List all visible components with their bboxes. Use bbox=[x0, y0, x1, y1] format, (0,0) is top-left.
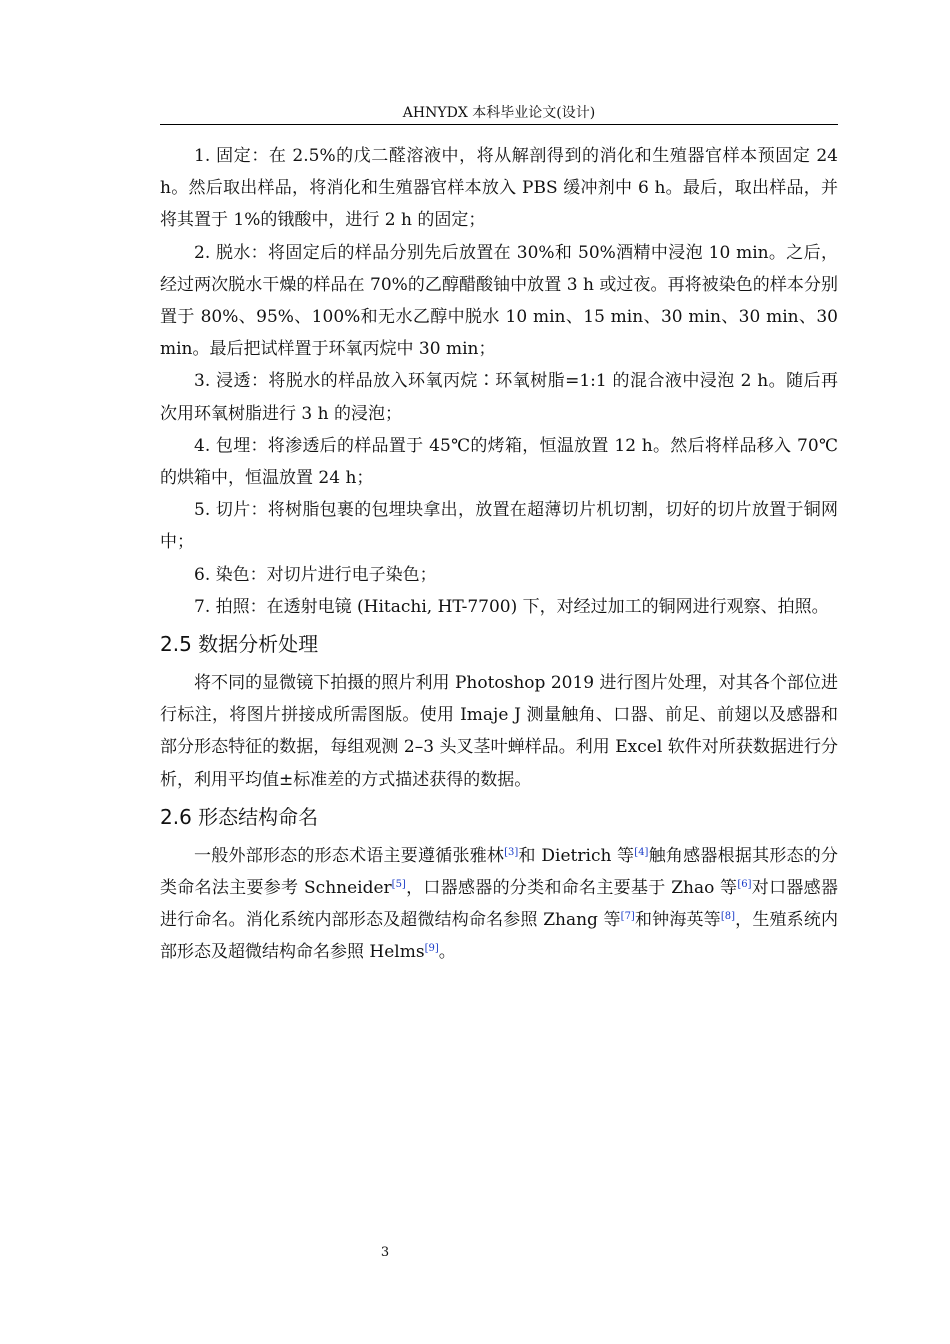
step-sectioning: 5. 切片：将树脂包裹的包埋块拿出，放置在超薄切片机切割，切好的切片放置于铜网中； bbox=[160, 500, 838, 553]
text-segment: ，口器感器的分类和命名主要基于 Zhao 等 bbox=[405, 878, 738, 899]
citation-link[interactable]: [5] bbox=[391, 879, 406, 891]
step-fixation: 1. 固定：在 2.5%的戊二醛溶液中，将从解剖得到的消化和生殖器官样本预固定 24 h。然后取出样品，将消化和生殖器官样本放入 PBS 缓冲剂中 6 h。最后，取出样品，并将其置于 1%的锇酸中，进行 2 h 的固定； bbox=[160, 146, 838, 231]
section-heading-2-6: 2.6 形态结构命名 bbox=[160, 804, 319, 829]
section-heading-2-5: 2.5 数据分析处理 bbox=[160, 632, 319, 657]
text-segment: 和钟海英等 bbox=[634, 910, 721, 931]
step-embedding: 4. 包埋：将渗透后的样品置于 45℃的烤箱，恒温放置 12 h。然后将样品移入 70℃的烘箱中，恒温放置 24 h； bbox=[160, 435, 838, 489]
citation-link[interactable]: [9] bbox=[424, 943, 439, 955]
step-photography: 7. 拍照：在透射电镜 (Hitachi, HT-7700) 下，对经过加工的铜网进行观察、拍照。 bbox=[194, 596, 829, 617]
citation-link[interactable]: [3] bbox=[504, 846, 519, 858]
text-segment: 一般外部形态的形态术语主要遵循张雅林 bbox=[194, 845, 505, 866]
citation-link[interactable]: [8] bbox=[720, 911, 736, 923]
text-segment: 触角感器根据其形态的分类命名法主要参考 Schneider bbox=[160, 845, 839, 899]
header-rule bbox=[160, 124, 838, 125]
text-segment: ，生殖系统内部形态及超微结构命名参照 Helms bbox=[160, 910, 839, 963]
page-body bbox=[160, 140, 838, 969]
text-segment: 。 bbox=[438, 942, 456, 963]
step-dehydration: 2. 脱水：将固定后的样品分别先后放置在 30%和 50%酒精中浸泡 10 min。之后，经过两次脱水干燥的样品在 70%的乙醇醋酸铀中放置 3 h 或过夜。再将被染色的样本分别置于 80%、95%、100%和无水乙醇中脱水 10 min、15 min、30 min、30 min、30 min。最后把试样置于环氧丙烷中 30 min； bbox=[160, 242, 838, 360]
step-infiltration: 3. 浸透：将脱水的样品放入环氧丙烷∶环氧树脂=1:1 的混合液中浸泡 2 h。随后再次用环氧树脂进行 3 h 的浸泡； bbox=[160, 371, 838, 424]
step-staining: 6. 染色：对切片进行电子染色； bbox=[194, 564, 437, 585]
citation-link[interactable]: [7] bbox=[620, 911, 635, 923]
nomenclature-paragraph bbox=[160, 840, 838, 969]
page-number: 3 bbox=[380, 1245, 390, 1260]
text-segment: 对口器感器进行命名。消化系统内部形态及超微结构命名参照 Zhang 等 bbox=[160, 878, 838, 931]
citation-link[interactable]: [6] bbox=[737, 879, 752, 891]
data-analysis-paragraph: 将不同的显微镜下拍摄的照片利用 Photoshop 2019 进行图片处理，对其各个部位进行标注，将图片拼接成所需图版。使用 Imaje J 测量触角、口器、前足、前翅以及感器和部分形态特征的数据，每组观测 2–3 头叉茎叶蝉样品。利用 Excel 软件对所获数据进行分析，利用平均值±标准差的方式描述获得的数据。 bbox=[160, 673, 838, 790]
text-segment: 和 Dietrich 等 bbox=[518, 845, 635, 866]
page-header: AHNYDX 本科毕业论文(设计) bbox=[402, 105, 596, 121]
citation-link[interactable]: [4] bbox=[634, 846, 649, 858]
